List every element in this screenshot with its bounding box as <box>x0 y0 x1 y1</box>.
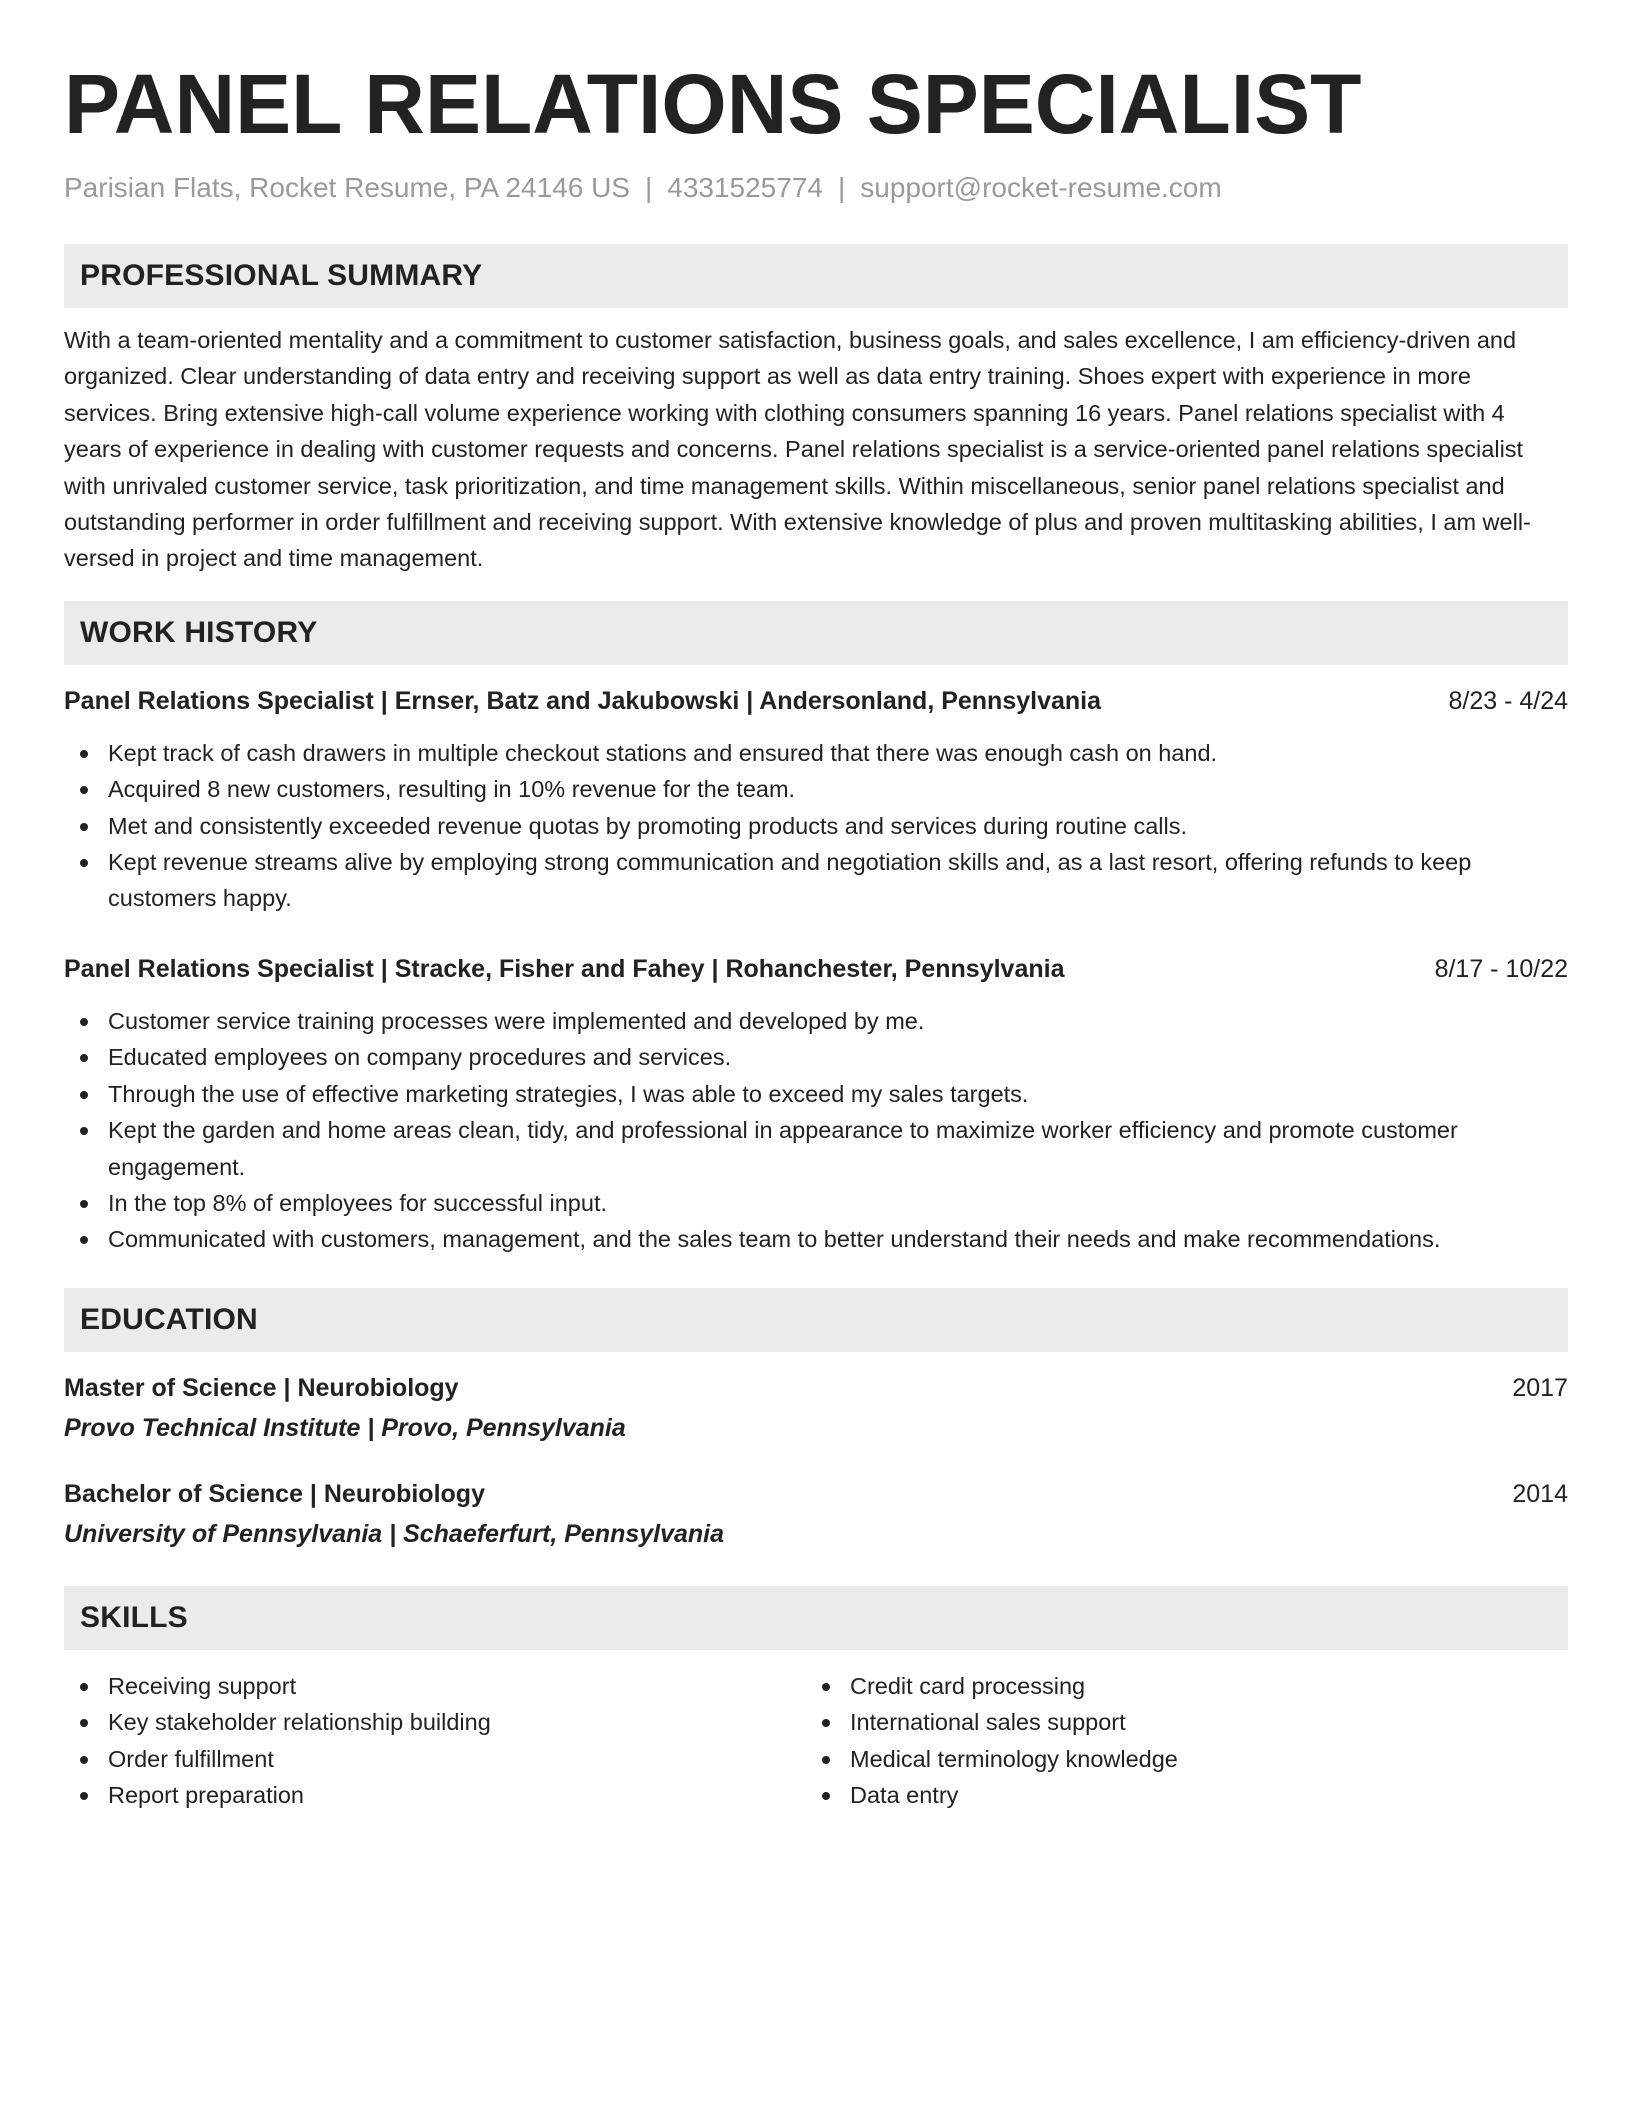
degree: Bachelor of Science | Neurobiology <box>64 1479 485 1508</box>
section-heading-education: EDUCATION <box>64 1288 1568 1352</box>
job-header <box>64 951 1568 987</box>
contact-email[interactable]: support@rocket-resume.com <box>860 172 1222 203</box>
bullet-text: In the top 8% of employees for successful input. <box>108 1189 607 1216</box>
bullet-icon <box>80 1719 88 1727</box>
list-item <box>64 1777 806 1813</box>
bullet-icon <box>80 1236 88 1244</box>
list-item <box>64 1221 1568 1257</box>
bullet-text: Kept the garden and home areas clean, tidy, and professional in appearance to maximize worker efficiency and promote customer engagement. <box>108 1117 1458 1180</box>
bullet-icon <box>80 1054 88 1062</box>
skill-text: Order fulfillment <box>108 1745 274 1772</box>
list-item <box>64 808 1568 844</box>
resume-page <box>64 52 1568 1813</box>
bullet-text: Communicated with customers, management, and the sales team to better understand their needs and make recommendations. <box>108 1226 1441 1253</box>
graduation-year: 2014 <box>1512 1479 1568 1508</box>
bullet-icon <box>822 1756 830 1764</box>
section-heading-work-history: WORK HISTORY <box>64 601 1568 665</box>
bullet-icon <box>822 1792 830 1800</box>
bullet-text: Educated employees on company procedures and services. <box>108 1044 732 1071</box>
bullet-icon <box>822 1683 830 1691</box>
job-bullet-list <box>64 735 1568 917</box>
bullet-text: Customer service training processes were implemented and developed by me. <box>108 1007 925 1034</box>
skill-text: Data entry <box>850 1781 959 1808</box>
skill-text: Credit card processing <box>850 1672 1086 1699</box>
list-item <box>64 1704 806 1740</box>
education-header <box>64 1476 1568 1512</box>
list-item <box>64 735 1568 771</box>
skill-text: Receiving support <box>108 1672 297 1699</box>
bullet-text: Through the use of effective marketing strategies, I was able to exceed my sales targets. <box>108 1080 1029 1107</box>
bullet-icon <box>80 1683 88 1691</box>
list-item <box>806 1668 1548 1704</box>
bullet-icon <box>80 786 88 794</box>
skills-columns <box>64 1668 1568 1814</box>
contact-phone[interactable]: 4331525774 <box>667 172 823 203</box>
bullet-icon <box>80 1200 88 1208</box>
list-item <box>64 1076 1568 1112</box>
list-item <box>806 1741 1548 1777</box>
job-header <box>64 683 1568 719</box>
list-item <box>64 1003 1568 1039</box>
contact-address: Parisian Flats, Rocket Resume, PA 24146 US <box>64 172 630 203</box>
bullet-text: Met and consistently exceeded revenue quotas by promoting products and services during routine calls. <box>108 812 1188 839</box>
job-bullet-list <box>64 1003 1568 1258</box>
bullet-icon <box>80 1756 88 1764</box>
school-name: University of Pennsylvania | Schaeferfurt, Pennsylvania <box>64 1519 725 1548</box>
education-entry <box>64 1370 1568 1446</box>
bullet-icon <box>80 859 88 867</box>
bullet-icon <box>822 1719 830 1727</box>
list-item <box>64 1112 1568 1185</box>
list-item <box>64 1185 1568 1221</box>
list-item <box>806 1704 1548 1740</box>
job-title: Panel Relations Specialist | Stracke, Fisher and Fahey | Rohanchester, Pennsylvania <box>64 954 1065 983</box>
bullet-icon <box>80 1127 88 1135</box>
section-heading-summary: PROFESSIONAL SUMMARY <box>64 244 1568 308</box>
skills-list-left <box>64 1668 806 1814</box>
job-dates: 8/17 - 10/22 <box>1434 954 1568 983</box>
degree: Master of Science | Neurobiology <box>64 1373 459 1402</box>
skill-text: Medical terminology knowledge <box>850 1745 1178 1772</box>
skill-text: Key stakeholder relationship building <box>108 1709 491 1736</box>
section-heading-skills: SKILLS <box>64 1586 1568 1650</box>
bullet-icon <box>80 1792 88 1800</box>
job-entry <box>64 683 1568 917</box>
contact-separator: | <box>837 172 846 203</box>
job-dates: 8/23 - 4/24 <box>1448 686 1568 715</box>
list-item <box>806 1777 1548 1813</box>
contact-separator: | <box>644 172 653 203</box>
bullet-icon <box>80 1018 88 1026</box>
list-item <box>64 771 1568 807</box>
bullet-icon <box>80 823 88 831</box>
skill-text: International sales support <box>850 1709 1126 1736</box>
job-title: Panel Relations Specialist | Ernser, Batz and Jakubowski | Andersonland, Pennsylvania <box>64 686 1102 715</box>
bullet-icon <box>80 750 88 758</box>
bullet-text: Kept revenue streams alive by employing strong communication and negotiation skills and, as a last resort, offering refunds to keep customers happy. <box>108 849 1472 912</box>
contact-line <box>64 170 1568 206</box>
graduation-year: 2017 <box>1512 1373 1568 1402</box>
candidate-name: PANEL RELATIONS SPECIALIST <box>64 57 1362 151</box>
bullet-icon <box>80 1091 88 1099</box>
list-item <box>64 844 1568 917</box>
skill-text: Report preparation <box>108 1781 304 1808</box>
education-header <box>64 1370 1568 1406</box>
list-item <box>64 1039 1568 1075</box>
list-item <box>64 1668 806 1704</box>
bullet-text: Kept track of cash drawers in multiple checkout stations and ensured that there was enough cash on hand. <box>108 739 1218 766</box>
school-name: Provo Technical Institute | Provo, Pennsylvania <box>64 1413 626 1442</box>
summary-text: With a team-oriented mentality and a commitment to customer satisfaction, business goals, and sales excellence, I am efficiency-driven and organized. Clear understanding of data entry and receiving support as well as data entry training. Shoes expert with experience in more services. Bring extensive high-call volume experience working with clothing consumers spanning 16 years. Panel relations specialist with 4 years of experience in dealing with customer requests and concerns. Panel relations specialist is a service-oriented panel relations specialist with unrivaled customer service, task prioritization, and time management skills. Within miscellaneous, senior panel relations specialist and outstanding performer in order fulfillment and receiving support. With extensive knowledge of plus and proven multitasking abilities, I am well-versed in project and time management. <box>64 327 1531 572</box>
bullet-text: Acquired 8 new customers, resulting in 10% revenue for the team. <box>108 776 796 803</box>
education-entry <box>64 1476 1568 1552</box>
list-item <box>64 1741 806 1777</box>
job-entry <box>64 951 1568 1258</box>
skills-list-right <box>806 1668 1548 1814</box>
